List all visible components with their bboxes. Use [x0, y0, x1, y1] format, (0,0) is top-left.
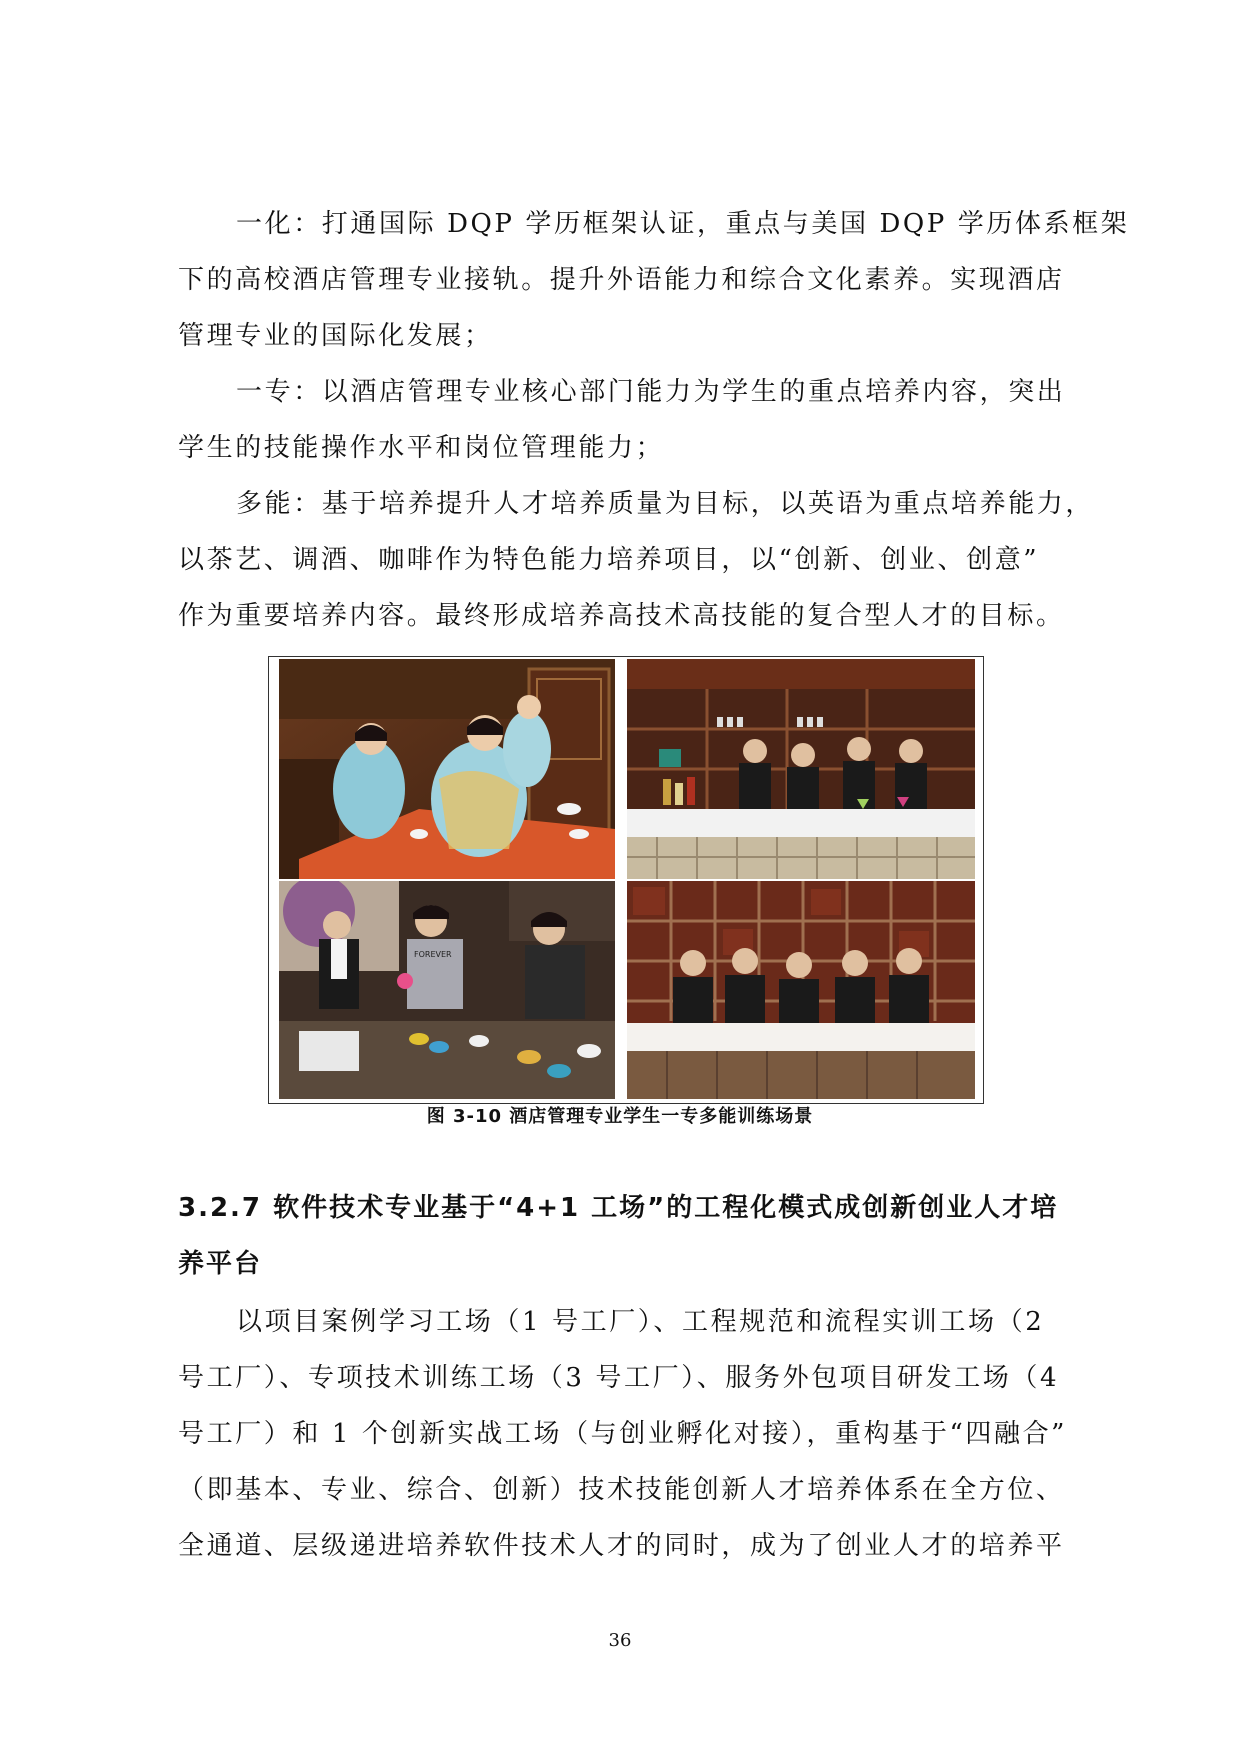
- figure-caption: 图 3-10 酒店管理专业学生一专多能训练场景: [426, 1106, 814, 1127]
- text-line: 多能：基于培养提升人才培养质量为目标，以英语为重点培养能力，: [236, 489, 1095, 519]
- shirt-text: FOREVER: [414, 950, 452, 959]
- text-line: 一化：打通国际 DQP 学历框架认证，重点与美国 DQP 学历体系框架: [236, 209, 1130, 239]
- heading-line: 3.2.7 软件技术专业基于“4+1 工场”的工程化模式成创新创业人才培: [178, 1193, 1059, 1223]
- text-line: 以项目案例学习工场（1 号工厂）、工程规范和流程实训工场（2: [236, 1307, 1045, 1337]
- text-line: 管理专业的国际化发展；: [178, 321, 493, 351]
- text-line: 号工厂）和 1 个创新实战工场（与创业孵化对接），重构基于“四融合”: [178, 1419, 1068, 1449]
- tea-ceremony-photo: [279, 659, 615, 879]
- paragraph-specialization: [178, 364, 1078, 476]
- text-line: 一专：以酒店管理专业核心部门能力为学生的重点培养内容，突出: [236, 377, 1066, 407]
- section-heading: [178, 1180, 1078, 1292]
- text-line: 作为重要培养内容。最终形成培养高技术高技能的复合型人才的目标。: [178, 601, 1065, 631]
- text-line: 全通道、层级递进培养软件技术人才的同时，成为了创业人才的培养平: [178, 1531, 1065, 1561]
- text-line: 以茶艺、调酒、咖啡作为特色能力培养项目，以“创新、创业、创意”: [178, 545, 1040, 575]
- text-line: 下的高校酒店管理专业接轨。提升外语能力和综合文化素养。实现酒店: [178, 265, 1065, 295]
- text-line: 号工厂）、专项技术训练工场（3 号工厂）、服务外包项目研发工场（4: [178, 1363, 1060, 1393]
- paragraph-multiskill: [178, 476, 1095, 644]
- training-photo-grid: [268, 656, 984, 1104]
- paragraph-software-factory: [178, 1294, 1078, 1574]
- front-desk-team-photo: [627, 881, 975, 1099]
- text-line: 学生的技能操作水平和岗位管理能力；: [178, 433, 665, 463]
- text-line: （即基本、专业、综合、创新）技术技能创新人才培养体系在全方位、: [178, 1475, 1065, 1505]
- heading-line: 养平台: [178, 1249, 263, 1279]
- coffee-training-photo: [279, 881, 615, 1099]
- bartending-team-photo: [627, 659, 975, 879]
- page-number: 36: [608, 1630, 632, 1651]
- paragraph-internationalization: [178, 196, 1130, 364]
